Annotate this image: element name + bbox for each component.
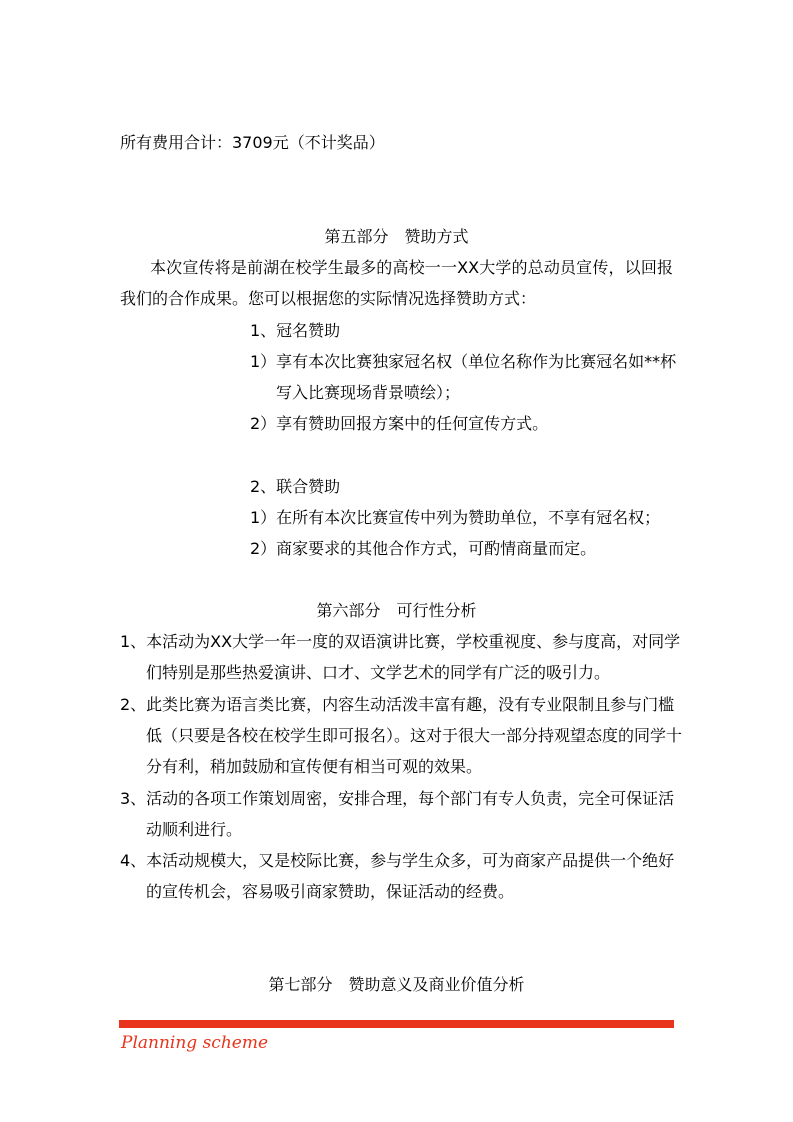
part5-intro-line: 本次宣传将是前湖在校学生最多的高校一一XX大学的总动员宣传，以回报 [150,258,673,277]
feasibility-point-line: 1、本活动为XX大学一年一度的双语演讲比赛，学校重视度、参与度高，对同学 [120,632,681,651]
sponsor-option-title: 1、冠名赞助 [250,321,341,340]
sponsor-option-item-line: 2）享有赞助回报方案中的任何宣传方式。 [250,414,549,433]
sponsor-option-item-line: 2）商家要求的其他合作方式，可酌情商量而定。 [250,539,597,558]
footer-rule [119,1020,674,1028]
footer-label: Planning scheme [121,1033,269,1053]
sponsor-option-item-line: 写入比赛现场背景喷绘）； [276,383,461,402]
part7-heading: 第七部分 赞助意义及商业价值分析 [268,975,525,994]
cost-summary: 所有费用合计：3709元（不计奖品） [120,133,385,152]
part5-heading: 第五部分 赞助方式 [324,227,469,246]
sponsor-option-item-line: 1）享有本次比赛独家冠名权（单位名称作为比赛冠名如**杯 [250,352,677,371]
feasibility-point-line: 动顺利进行。 [146,820,243,839]
feasibility-point-line: 3、活动的各项工作策划周密，安排合理，每个部门有专人负责，完全可保证活 [120,789,675,808]
feasibility-point-line: 分有利，稍加鼓励和宣传便有相当可观的效果。 [146,757,483,776]
part5-intro-line: 我们的合作成果。您可以根据您的实际情况选择赞助方式： [120,289,537,308]
feasibility-point-line: 的宣传机会，容易吸引商家赞助，保证活动的经费。 [146,882,515,901]
feasibility-point-line: 们特别是那些热爱演讲、口才、文学艺术的同学有广泛的吸引力。 [146,663,611,682]
feasibility-point-line: 低（只要是各校在校学生即可报名）。这对于很大一部分持观望态度的同学十 [146,726,683,745]
part6-heading: 第六部分 可行性分析 [316,601,477,620]
sponsor-option-title: 2、联合赞助 [250,477,341,496]
feasibility-point-line: 2、此类比赛为语言类比赛，内容生动活泼丰富有趣，没有专业限制且参与门槛 [120,695,675,714]
feasibility-point-line: 4、本活动规模大，又是校际比赛，参与学生众多，可为商家产品提供一个绝好 [120,851,675,870]
sponsor-option-item-line: 1）在所有本次比赛宣传中列为赞助单位，不享有冠名权； [250,508,661,527]
